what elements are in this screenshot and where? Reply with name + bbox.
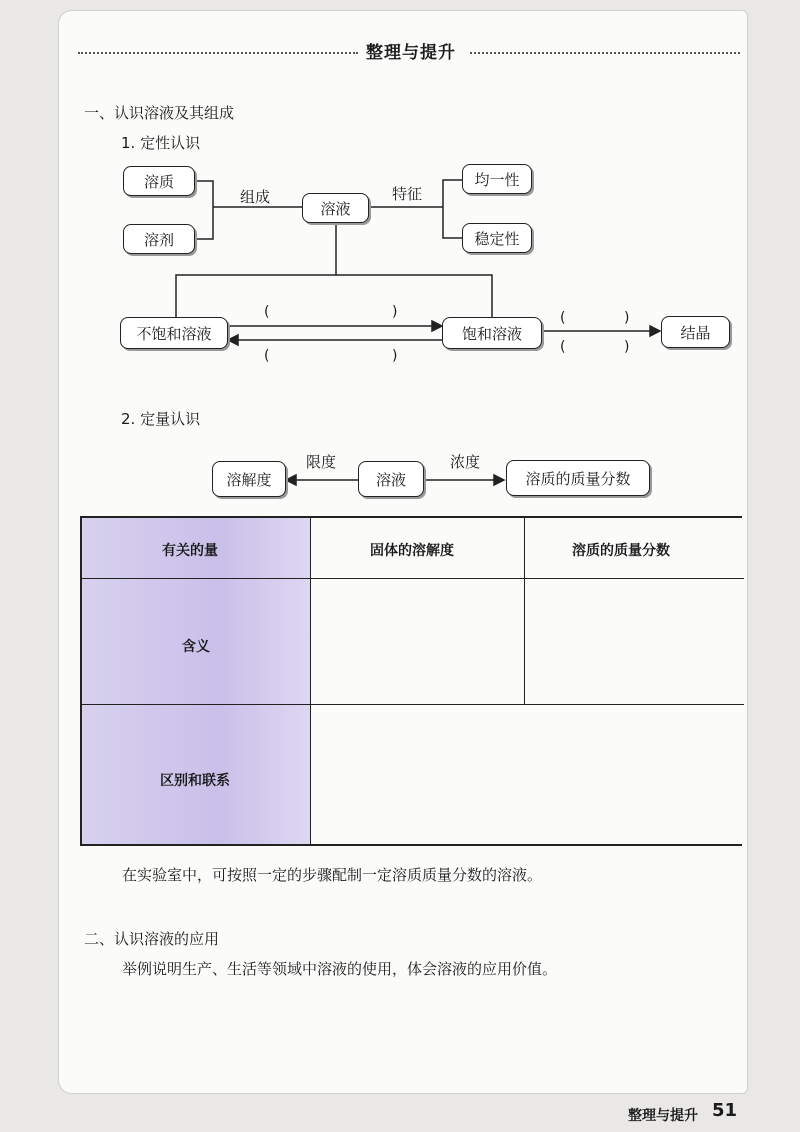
table-shaded-column xyxy=(82,518,310,844)
quantity-comparison-table xyxy=(80,516,742,846)
solute-box: 溶质 xyxy=(123,166,195,196)
page-number: 51 xyxy=(712,1100,738,1121)
mass-fraction-box: 溶质的质量分数 xyxy=(506,460,650,496)
uniformity-box: 均一性 xyxy=(462,164,532,194)
table-row-divider xyxy=(82,704,744,705)
saturated-solution-box: 饱和溶液 xyxy=(442,317,542,349)
page-title: 整理与提升 xyxy=(366,43,456,63)
blank-open-bottom: ( xyxy=(264,348,270,364)
blank-open-crystal-bottom: ( xyxy=(560,339,566,355)
table-header-quantity: 有关的量 xyxy=(162,543,218,559)
blank-close-top: ) xyxy=(392,304,398,320)
solvent-box: 溶剂 xyxy=(123,224,195,254)
stability-box: 稳定性 xyxy=(462,223,532,253)
footer-title: 整理与提升 xyxy=(628,1108,698,1124)
section2-heading: 二、认识溶液的应用 xyxy=(84,930,220,948)
feature-label: 特征 xyxy=(392,185,423,203)
composition-label: 组成 xyxy=(240,188,271,206)
table-col-divider-2 xyxy=(524,518,525,704)
table-header-divider xyxy=(82,578,744,579)
blank-close-crystal-top: ) xyxy=(624,310,630,326)
section2-text: 举例说明生产、生活等领域中溶液的使用，体会溶液的应用价值。 xyxy=(122,960,558,978)
solubility-box: 溶解度 xyxy=(212,461,286,497)
blank-close-bottom: ) xyxy=(392,348,398,364)
table-header-solubility: 固体的溶解度 xyxy=(370,543,454,559)
solution-box: 溶液 xyxy=(302,193,369,223)
concentration-label: 浓度 xyxy=(450,453,481,471)
limit-label: 限度 xyxy=(306,453,337,471)
subsection1-heading: 1. 定性认识 xyxy=(121,134,201,152)
unsaturated-solution-box: 不饱和溶液 xyxy=(120,317,228,349)
blank-open-top: ( xyxy=(264,304,270,320)
table-col-divider-1 xyxy=(310,518,311,844)
quantitative-solution-box: 溶液 xyxy=(358,461,424,497)
table-row-meaning: 含义 xyxy=(182,639,210,655)
table-header-mass-fraction: 溶质的质量分数 xyxy=(572,543,670,559)
table-row-relation: 区别和联系 xyxy=(160,773,230,789)
blank-open-crystal-top: ( xyxy=(560,310,566,326)
lab-note: 在实验室中，可按照一定的步骤配制一定溶质质量分数的溶液。 xyxy=(122,866,543,884)
crystal-box: 结晶 xyxy=(661,316,730,348)
subsection2-heading: 2. 定量认识 xyxy=(121,410,201,428)
blank-close-crystal-bottom: ) xyxy=(624,339,630,355)
quantitative-diagram-lines xyxy=(0,0,800,520)
section1-heading: 一、认识溶液及其组成 xyxy=(84,104,235,122)
